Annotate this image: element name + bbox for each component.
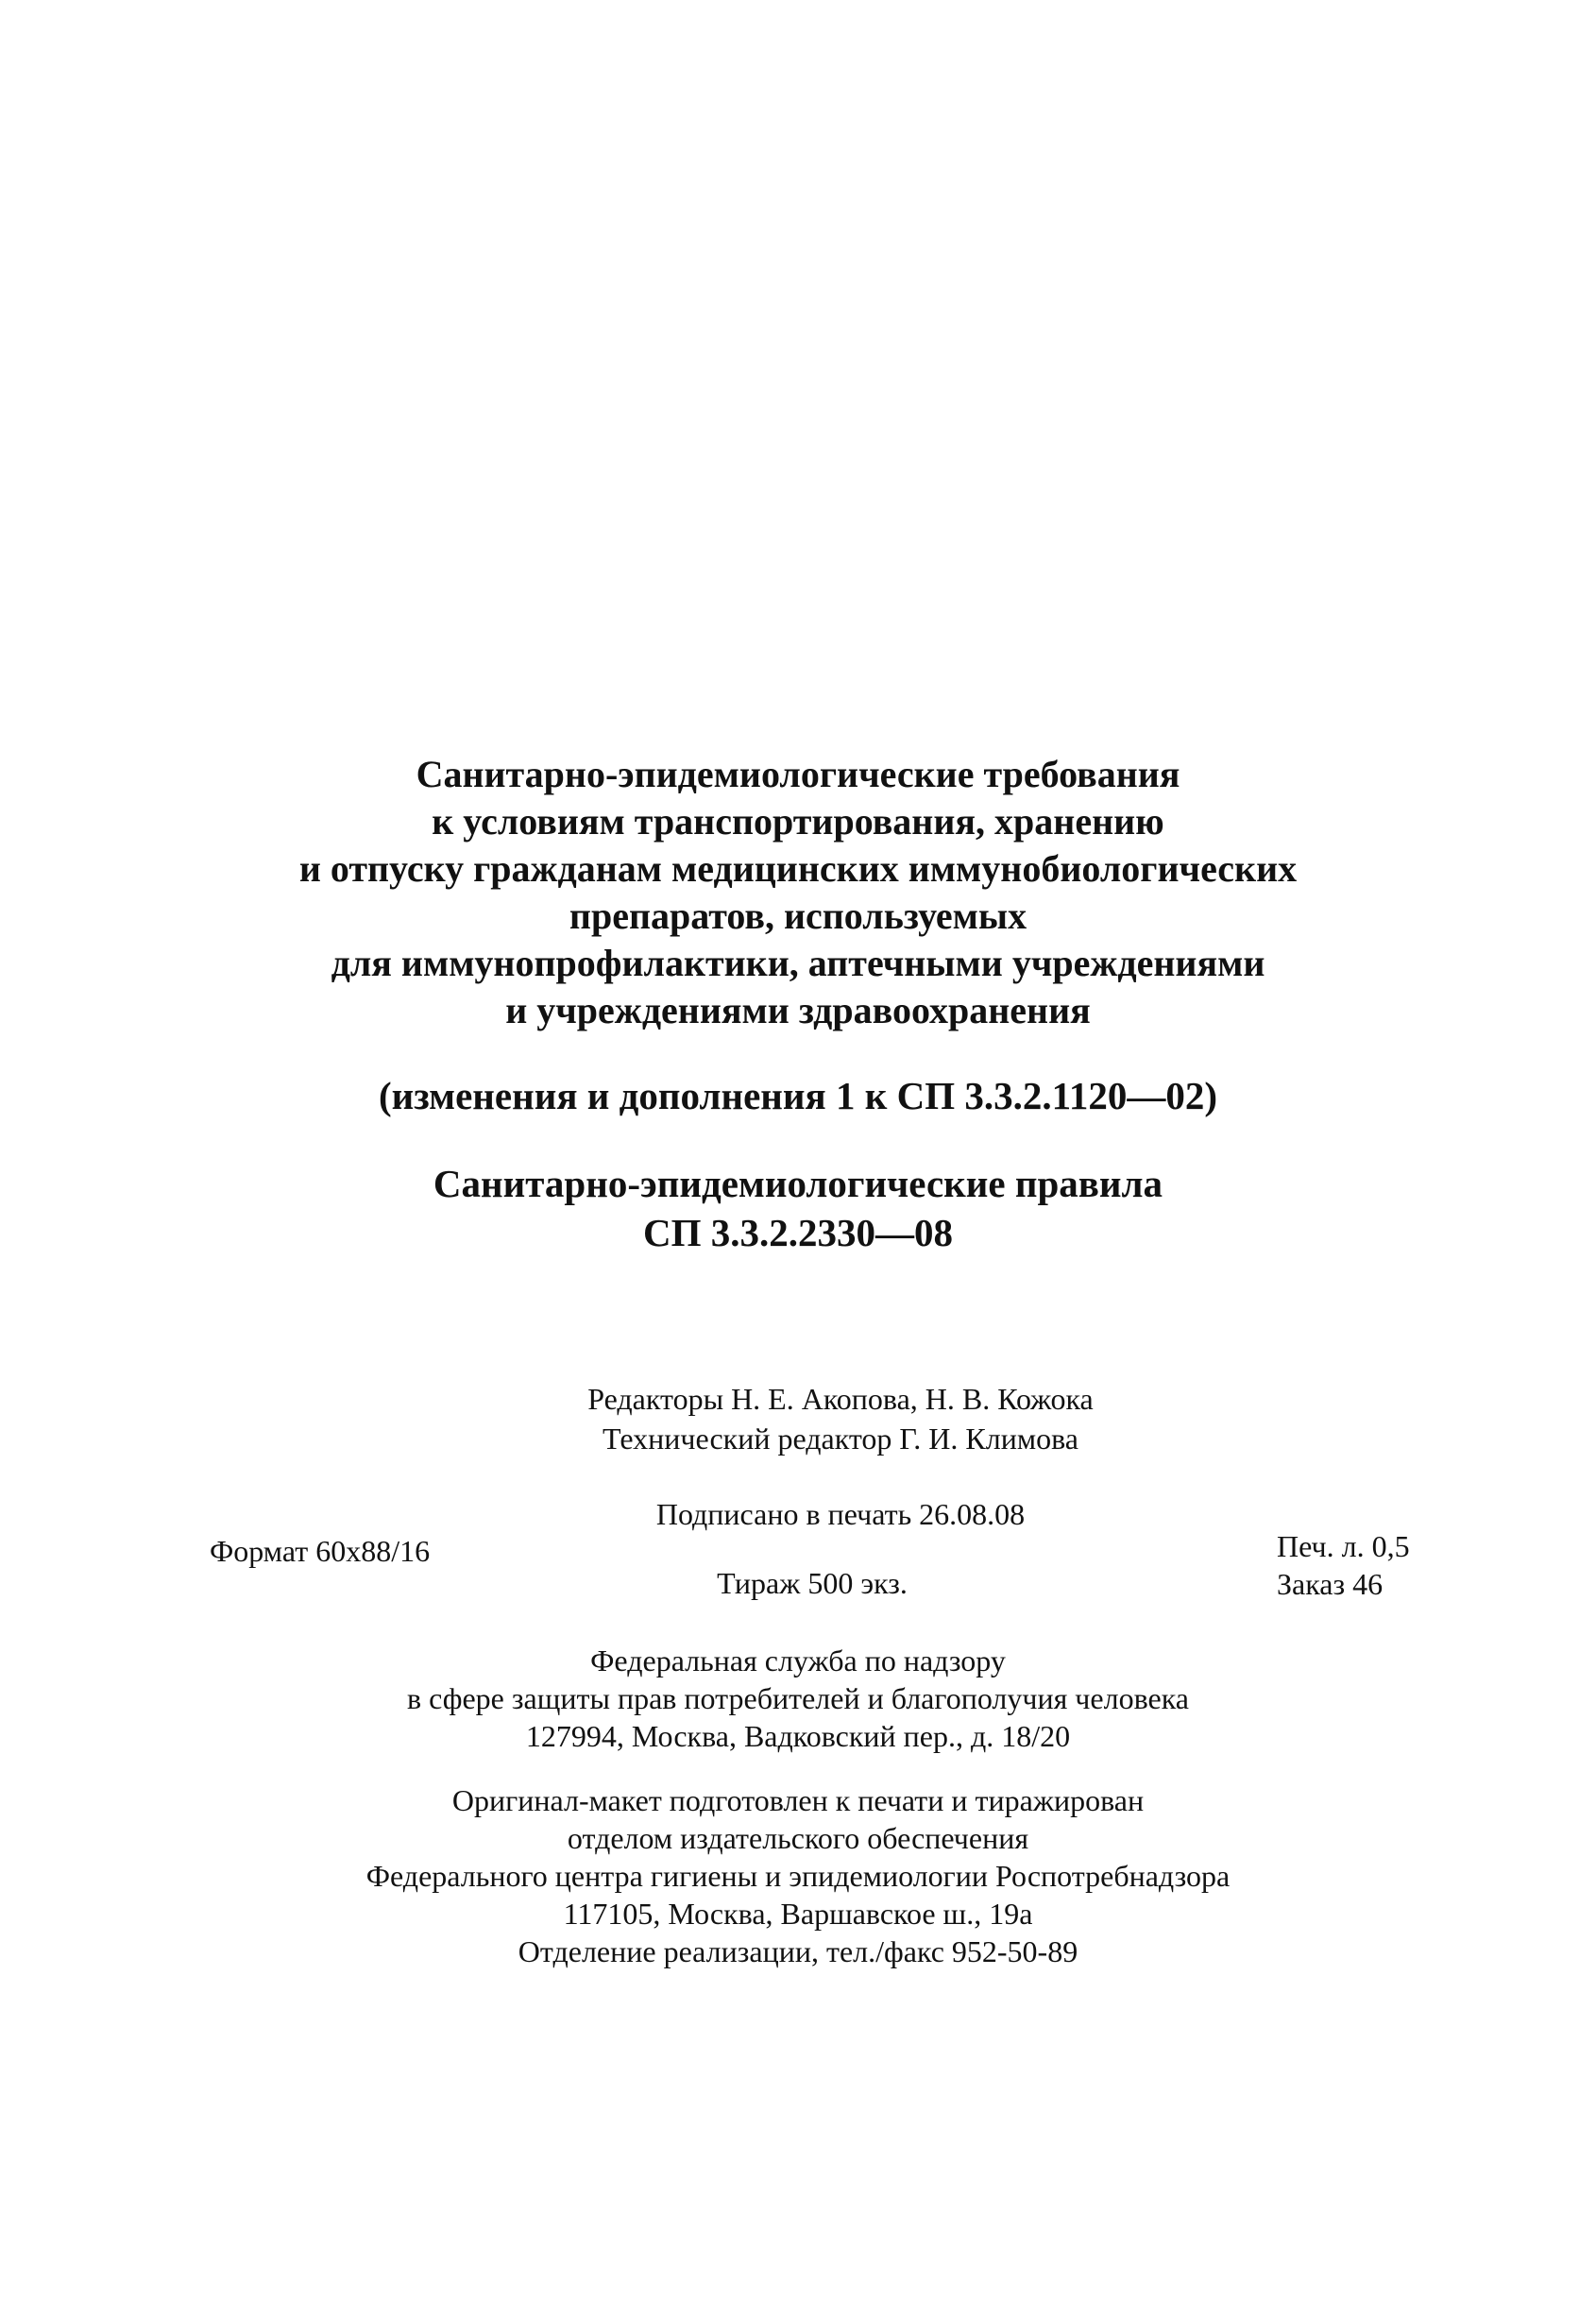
printing-block (0, 1781, 1596, 1970)
publisher-line: в сфере защиты прав потребителей и благополучия человека (407, 1681, 1189, 1715)
printing-address: 117105, Москва, Варшавское ш., 19а (563, 1897, 1033, 1931)
signed-to-print (604, 1495, 1077, 1533)
circulation-line: Тираж 500 экз. (717, 1566, 908, 1600)
rules-heading (0, 1159, 1596, 1257)
amendment-text: (изменения и дополнения 1 к СП 3.3.2.1120—02) (378, 1074, 1217, 1117)
print-sheets-line: Печ. л. 0,5 (1277, 1529, 1410, 1563)
printing-line: отделом издательского обеспечения (567, 1821, 1029, 1855)
publisher-line: Федеральная служба по надзору (590, 1643, 1006, 1677)
editors-line: Редакторы Н. Е. Акопова, Н. В. Кожока (587, 1382, 1094, 1416)
order-line: Заказ 46 (1277, 1567, 1384, 1601)
printing-line: Федерального центра гигиены и эпидемиологии Роспотребнадзора (365, 1859, 1231, 1893)
publisher-block (0, 1642, 1596, 1755)
printing-line: Оригинал-макет подготовлен к печати и тиражирован (451, 1783, 1145, 1817)
amendment-note (0, 1072, 1596, 1119)
editors-block (538, 1379, 1143, 1458)
tech-editor-line: Технический редактор Г. И. Климова (603, 1422, 1078, 1456)
print-details (1277, 1527, 1410, 1603)
sales-contact: Отделение реализации, тел./факс 952-50-89 (518, 1934, 1078, 1968)
circulation-block (661, 1564, 963, 1602)
title-line: и учреждениями здравоохранения (505, 989, 1091, 1031)
title-line: препаратов, используемых (569, 894, 1027, 937)
rules-code: СП 3.3.2.2330—08 (643, 1211, 953, 1254)
signed-line: Подписано в печать 26.08.08 (655, 1497, 1026, 1531)
publisher-address: 127994, Москва, Вадковский пер., д. 18/20 (525, 1719, 1071, 1753)
rules-name: Санитарно-эпидемиологические правила (433, 1162, 1163, 1205)
title-line: для иммунопрофилактики, аптечными учреждениями (331, 942, 1265, 984)
document-title (0, 751, 1596, 1034)
title-line: к условиям транспортирования, хранению (432, 800, 1164, 843)
title-line: Санитарно-эпидемиологические требования (416, 753, 1180, 795)
format-line: Формат 60x88/16 (210, 1534, 431, 1568)
title-line: и отпуску гражданам медицинских иммунобиологических (298, 847, 1298, 890)
